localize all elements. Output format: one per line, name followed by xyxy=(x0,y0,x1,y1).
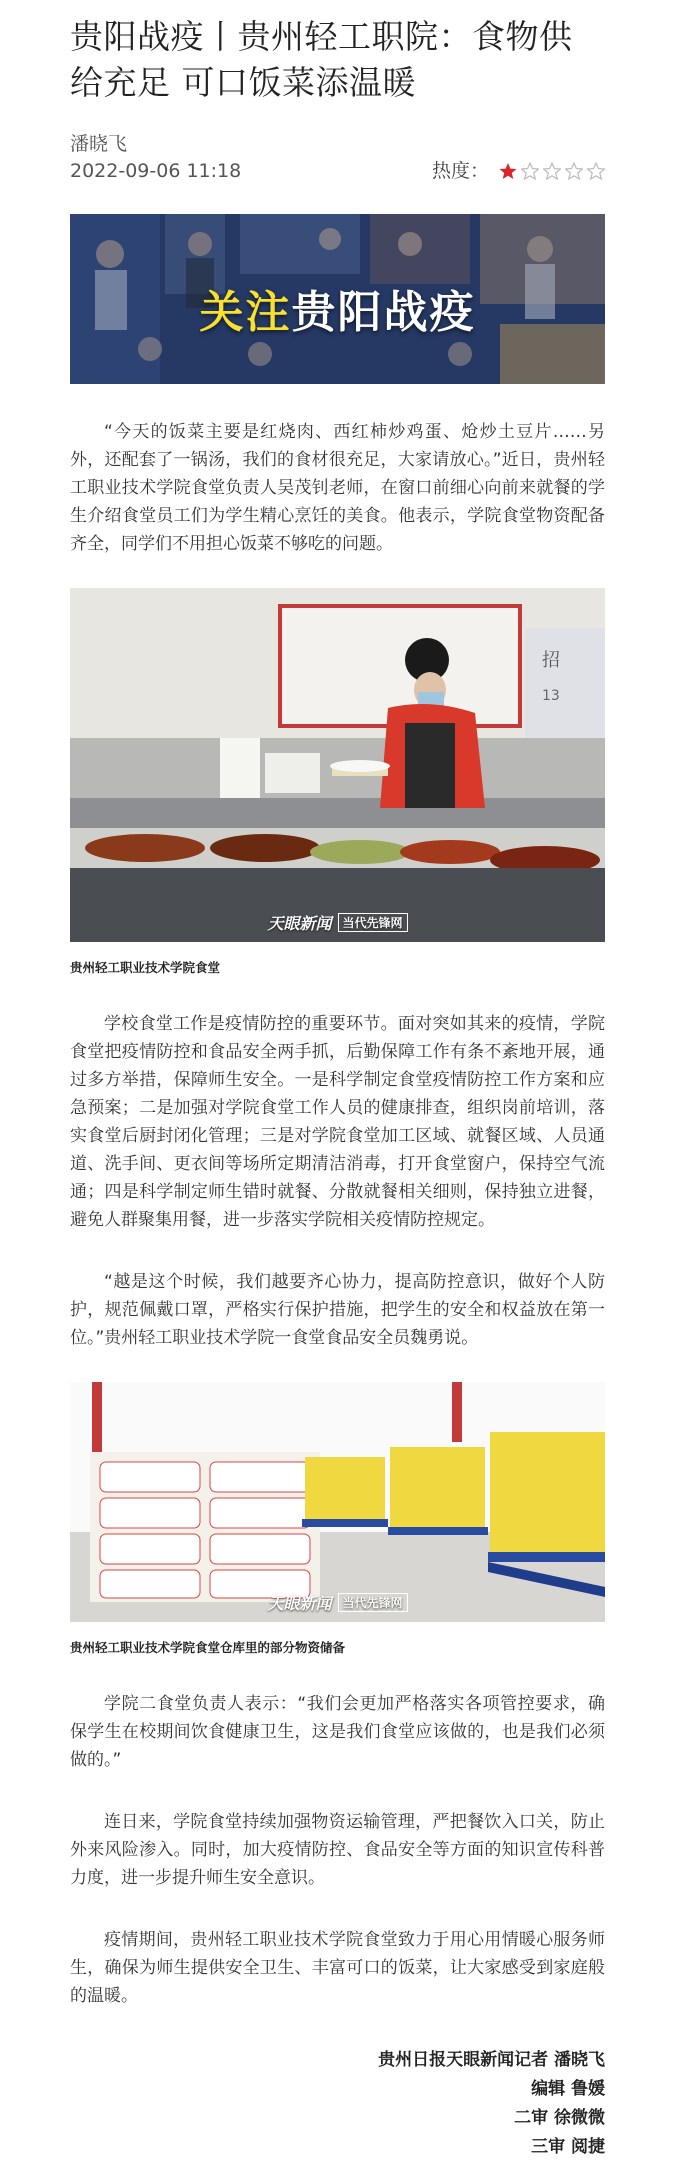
watermark-main: 天眼新闻 xyxy=(267,1594,332,1613)
banner-text-yellow: 关注 xyxy=(199,287,292,338)
star-empty-icon xyxy=(565,162,583,180)
paragraph: 疫情期间，贵州轻工职业技术学院食堂致力于用心用情暖心服务师生，确保为师生提供安全卫生、丰富可口的饭菜，让大家感受到家庭般的温暖。 xyxy=(70,1930,605,2006)
paragraph: “今天的饭菜主要是红烧肉、西红柿炒鸡蛋、炝炒土豆片……另外，还配套了一锅汤，我们的食材很充足，大家请放心。”近日，贵州轻工职业技术学院食堂负责人吴茂钊老师，在窗口前细心向前来就餐的学生介绍食堂员工们为学生精心烹饪的美食。他表示，学院食堂物资配备齐全，同学们不用担心饭菜不够吃的问题。 xyxy=(70,422,605,554)
watermark-box: 当代先锋网 xyxy=(338,1593,408,1612)
canteen-scene-illustration xyxy=(70,588,605,942)
storage-photo xyxy=(70,1382,605,1622)
article-title: 贵阳战疫丨贵州轻工职院：食物供给充足 可口饭菜添温暖 xyxy=(70,17,573,102)
photo-watermark xyxy=(267,1591,407,1614)
credit-review3: 三审 阅捷 xyxy=(531,2137,605,2157)
article-page xyxy=(0,14,675,2162)
window-sign-number: 13 xyxy=(542,688,560,704)
paragraph: 学院二食堂负责人表示：“我们会更加严格落实各项管控要求，确保学生在校期间饮食健康卫生，这是我们食堂应该做的，也是我们必须做的。” xyxy=(70,1694,605,1770)
meta-row xyxy=(70,158,605,184)
credit-reporter: 贵州日报天眼新闻记者 潘晓飞 xyxy=(378,2050,605,2070)
canteen-photo xyxy=(70,588,605,942)
star-rating xyxy=(499,162,605,180)
watermark-box: 当代先锋网 xyxy=(338,913,408,932)
window-sign-char: 招 xyxy=(542,650,560,671)
article-author[interactable]: 潘晓飞 xyxy=(70,133,128,155)
star-empty-icon xyxy=(543,162,561,180)
photo-caption: 贵州轻工职业技术学院食堂 xyxy=(70,960,221,975)
banner-headline xyxy=(70,276,605,340)
photo-caption: 贵州轻工职业技术学院食堂仓库里的部分物资储备 xyxy=(70,1640,346,1655)
storage-scene-illustration xyxy=(70,1382,605,1622)
heat-rating xyxy=(432,158,605,184)
credit-review2: 二审 徐微微 xyxy=(514,2108,605,2128)
paragraph: 连日来，学院食堂持续加强物资运输管理，严把餐饮入口关，防止外来风险渗入。同时，加大疫情防控、食品安全等方面的知识宣传科普力度，进一步提升师生安全意识。 xyxy=(70,1812,605,1888)
credit-editor: 编辑 鲁媛 xyxy=(531,2079,605,2099)
banner-image xyxy=(70,214,605,384)
star-empty-icon xyxy=(521,162,539,180)
publish-datetime: 2022-09-06 11:18 xyxy=(70,160,242,182)
article-credits xyxy=(70,2046,605,2162)
paragraph: “越是这个时候，我们越要齐心协力，提高防控意识，做好个人防护，规范佩戴口罩，严格实行保护措施，把学生的安全和权益放在第一位。”贵州轻工职业技术学院一食堂食品安全员魏勇说。 xyxy=(70,1272,605,1348)
paragraph: 学校食堂工作是疫情防控的重要环节。面对突如其来的疫情，学院食堂把疫情防控和食品安全两手抓，后勤保障工作有条不紊地开展，通过多方举措，保障师生安全。一是科学制定食堂疫情防控工作方案和应急预案；二是加强对学院食堂工作人员的健康排查，组织岗前培训，落实食堂后厨封闭化管理；三是对学院食堂加工区域、就餐区域、人员通道、洗手间、更衣间等场所定期清洁消毒，打开食堂窗户，保持空气流通；四是科学制定师生错时就餐、分散就餐相关细则，保持独立进餐，避免人群聚集用餐，进一步落实学院相关疫情防控规定。 xyxy=(70,1014,605,1230)
photo-watermark xyxy=(267,911,407,934)
watermark-main: 天眼新闻 xyxy=(267,914,332,933)
star-filled-icon xyxy=(499,162,517,180)
banner-text-white: 贵阳战疫 xyxy=(291,287,476,338)
heat-label: 热度： xyxy=(431,160,489,182)
star-empty-icon xyxy=(587,162,605,180)
